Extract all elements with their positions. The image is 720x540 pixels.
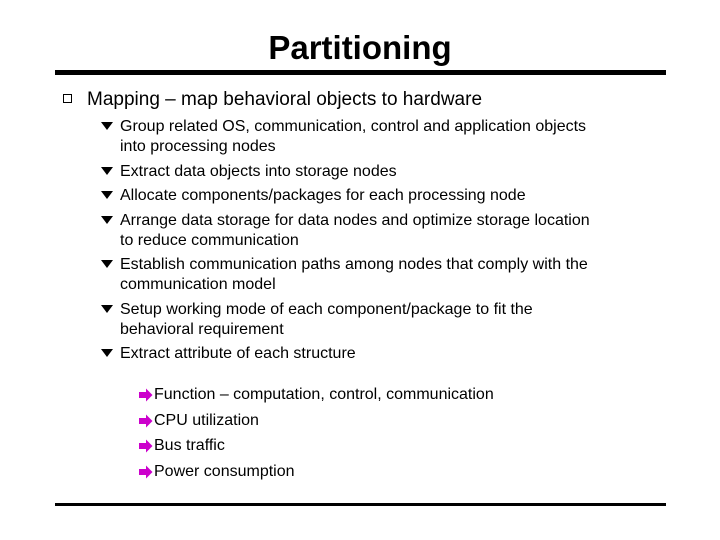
- sub-point-4: [120, 211, 680, 251]
- attribute-item: [138, 385, 494, 411]
- sub-point-line: Setup working mode of each component/package to fit the: [120, 300, 533, 318]
- attribute-text: Function – computation, control, communication: [154, 386, 494, 403]
- down-triangle-bullet-icon: [101, 216, 113, 224]
- title-divider: [55, 70, 666, 75]
- right-arrow-bullet-icon: [138, 439, 153, 453]
- sub-point-line: Extract attribute of each structure: [120, 345, 356, 362]
- attribute-item: [138, 436, 494, 462]
- sub-point-line: behavioral requirement: [120, 320, 284, 338]
- down-triangle-bullet-icon: [101, 167, 113, 175]
- attribute-text: Power consumption: [154, 462, 295, 480]
- sub-point-6: [120, 300, 680, 340]
- sub-point-line: Extract data objects into storage nodes: [120, 162, 397, 180]
- sub-point-line: Group related OS, communication, control and application objects: [120, 118, 587, 135]
- sub-point-3: [120, 186, 680, 206]
- sub-point-7: [120, 344, 680, 364]
- sub-point-line: Establish communication paths among nodes that comply with the: [120, 256, 588, 273]
- sub-point-line: communication model: [120, 276, 276, 293]
- sub-point-list: [120, 117, 680, 369]
- down-triangle-bullet-icon: [101, 191, 113, 199]
- attribute-text: CPU utilization: [154, 411, 259, 429]
- sub-point-line: into processing nodes: [120, 138, 276, 155]
- sub-point-line: Arrange data storage for data nodes and optimize storage location: [120, 211, 590, 229]
- down-triangle-bullet-icon: [101, 349, 113, 357]
- down-triangle-bullet-icon: [101, 122, 113, 130]
- down-triangle-bullet-icon: [101, 305, 113, 313]
- sub-point-line: Allocate components/packages for each processing node: [120, 187, 526, 204]
- attribute-item: [138, 462, 494, 488]
- slide-title: Partitioning: [268, 29, 452, 66]
- right-arrow-bullet-icon: [138, 414, 153, 428]
- footer-divider: [55, 503, 666, 506]
- sub-point-5: [120, 255, 680, 295]
- main-point: Mapping – map behavioral objects to hardware: [87, 89, 483, 110]
- attribute-item: [138, 411, 494, 437]
- down-triangle-bullet-icon: [101, 260, 113, 268]
- sub-point-line: to reduce communication: [120, 231, 299, 249]
- sub-point-1: [120, 117, 680, 157]
- attribute-text: Bus traffic: [154, 437, 225, 454]
- attribute-list: [138, 385, 494, 487]
- right-arrow-bullet-icon: [138, 388, 153, 402]
- hollow-square-bullet-icon: [63, 94, 72, 103]
- sub-point-2: [120, 162, 680, 182]
- right-arrow-bullet-icon: [138, 465, 153, 479]
